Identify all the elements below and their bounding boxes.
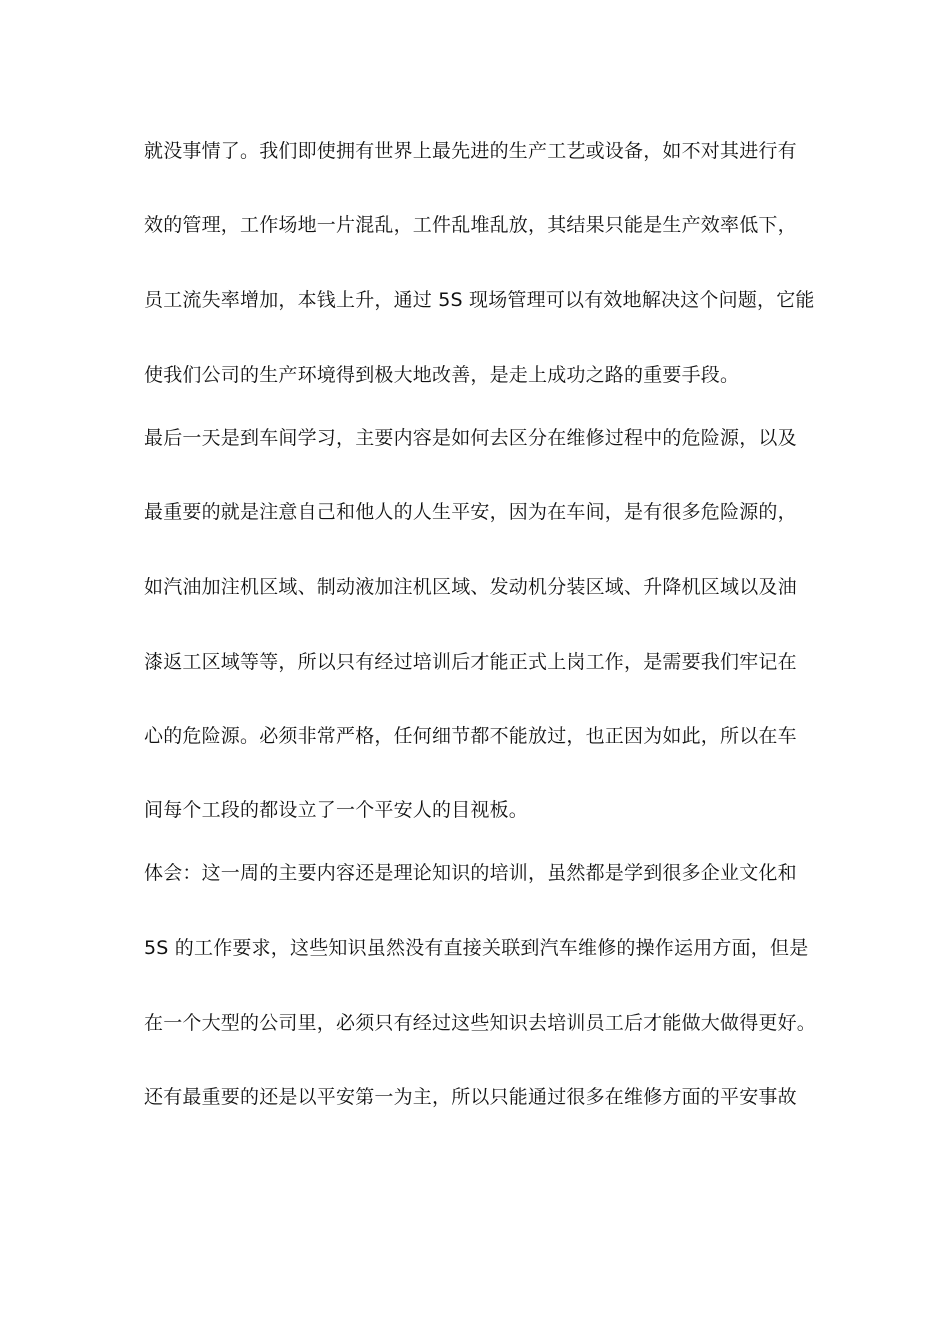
text-line: 间每个工段的都设立了一个平安人的目视板。 <box>144 799 529 821</box>
text-line: 效的管理，工作场地一片混乱，工件乱堆乱放，其结果只能是生产效率低下， <box>144 214 797 236</box>
text-line: 心的危险源。必须非常严格，任何细节都不能放过，也正因为如此，所以在车 <box>144 725 797 747</box>
text-line: 最后一天是到车间学习，主要内容是如何去区分在维修过程中的危险源，以及 <box>144 427 797 449</box>
text-line: 员工流失率增加，本钱上升，通过 5S 现场管理可以有效地解决这个问题，它能 <box>144 289 815 311</box>
text-line: 还有最重要的还是以平安第一为主，所以只能通过很多在维修方面的平安事故 <box>144 1086 797 1108</box>
text-line: 如汽油加注机区域、制动液加注机区域、发动机分装区域、升降机区域以及油 <box>144 576 797 598</box>
text-line: 就没事情了。我们即使拥有世界上最先进的生产工艺或设备，如不对其进行有 <box>144 140 797 162</box>
text-line: 使我们公司的生产环境得到极大地改善，是走上成功之路的重要手段。 <box>144 364 740 386</box>
text-line: 最重要的就是注意自己和他人的人生平安，因为在车间，是有很多危险源的， <box>144 501 797 523</box>
text-line: 漆返工区域等等，所以只有经过培训后才能正式上岗工作，是需要我们牢记在 <box>144 651 797 673</box>
text-line: 在一个大型的公司里，必须只有经过这些知识去培训员工后才能做大做得更好。 <box>144 1012 817 1034</box>
text-line: 体会：这一周的主要内容还是理论知识的培训，虽然都是学到很多企业文化和 <box>144 862 797 884</box>
text-line: 5S 的工作要求，这些知识虽然没有直接关联到汽车维修的操作运用方面，但是 <box>144 937 809 959</box>
